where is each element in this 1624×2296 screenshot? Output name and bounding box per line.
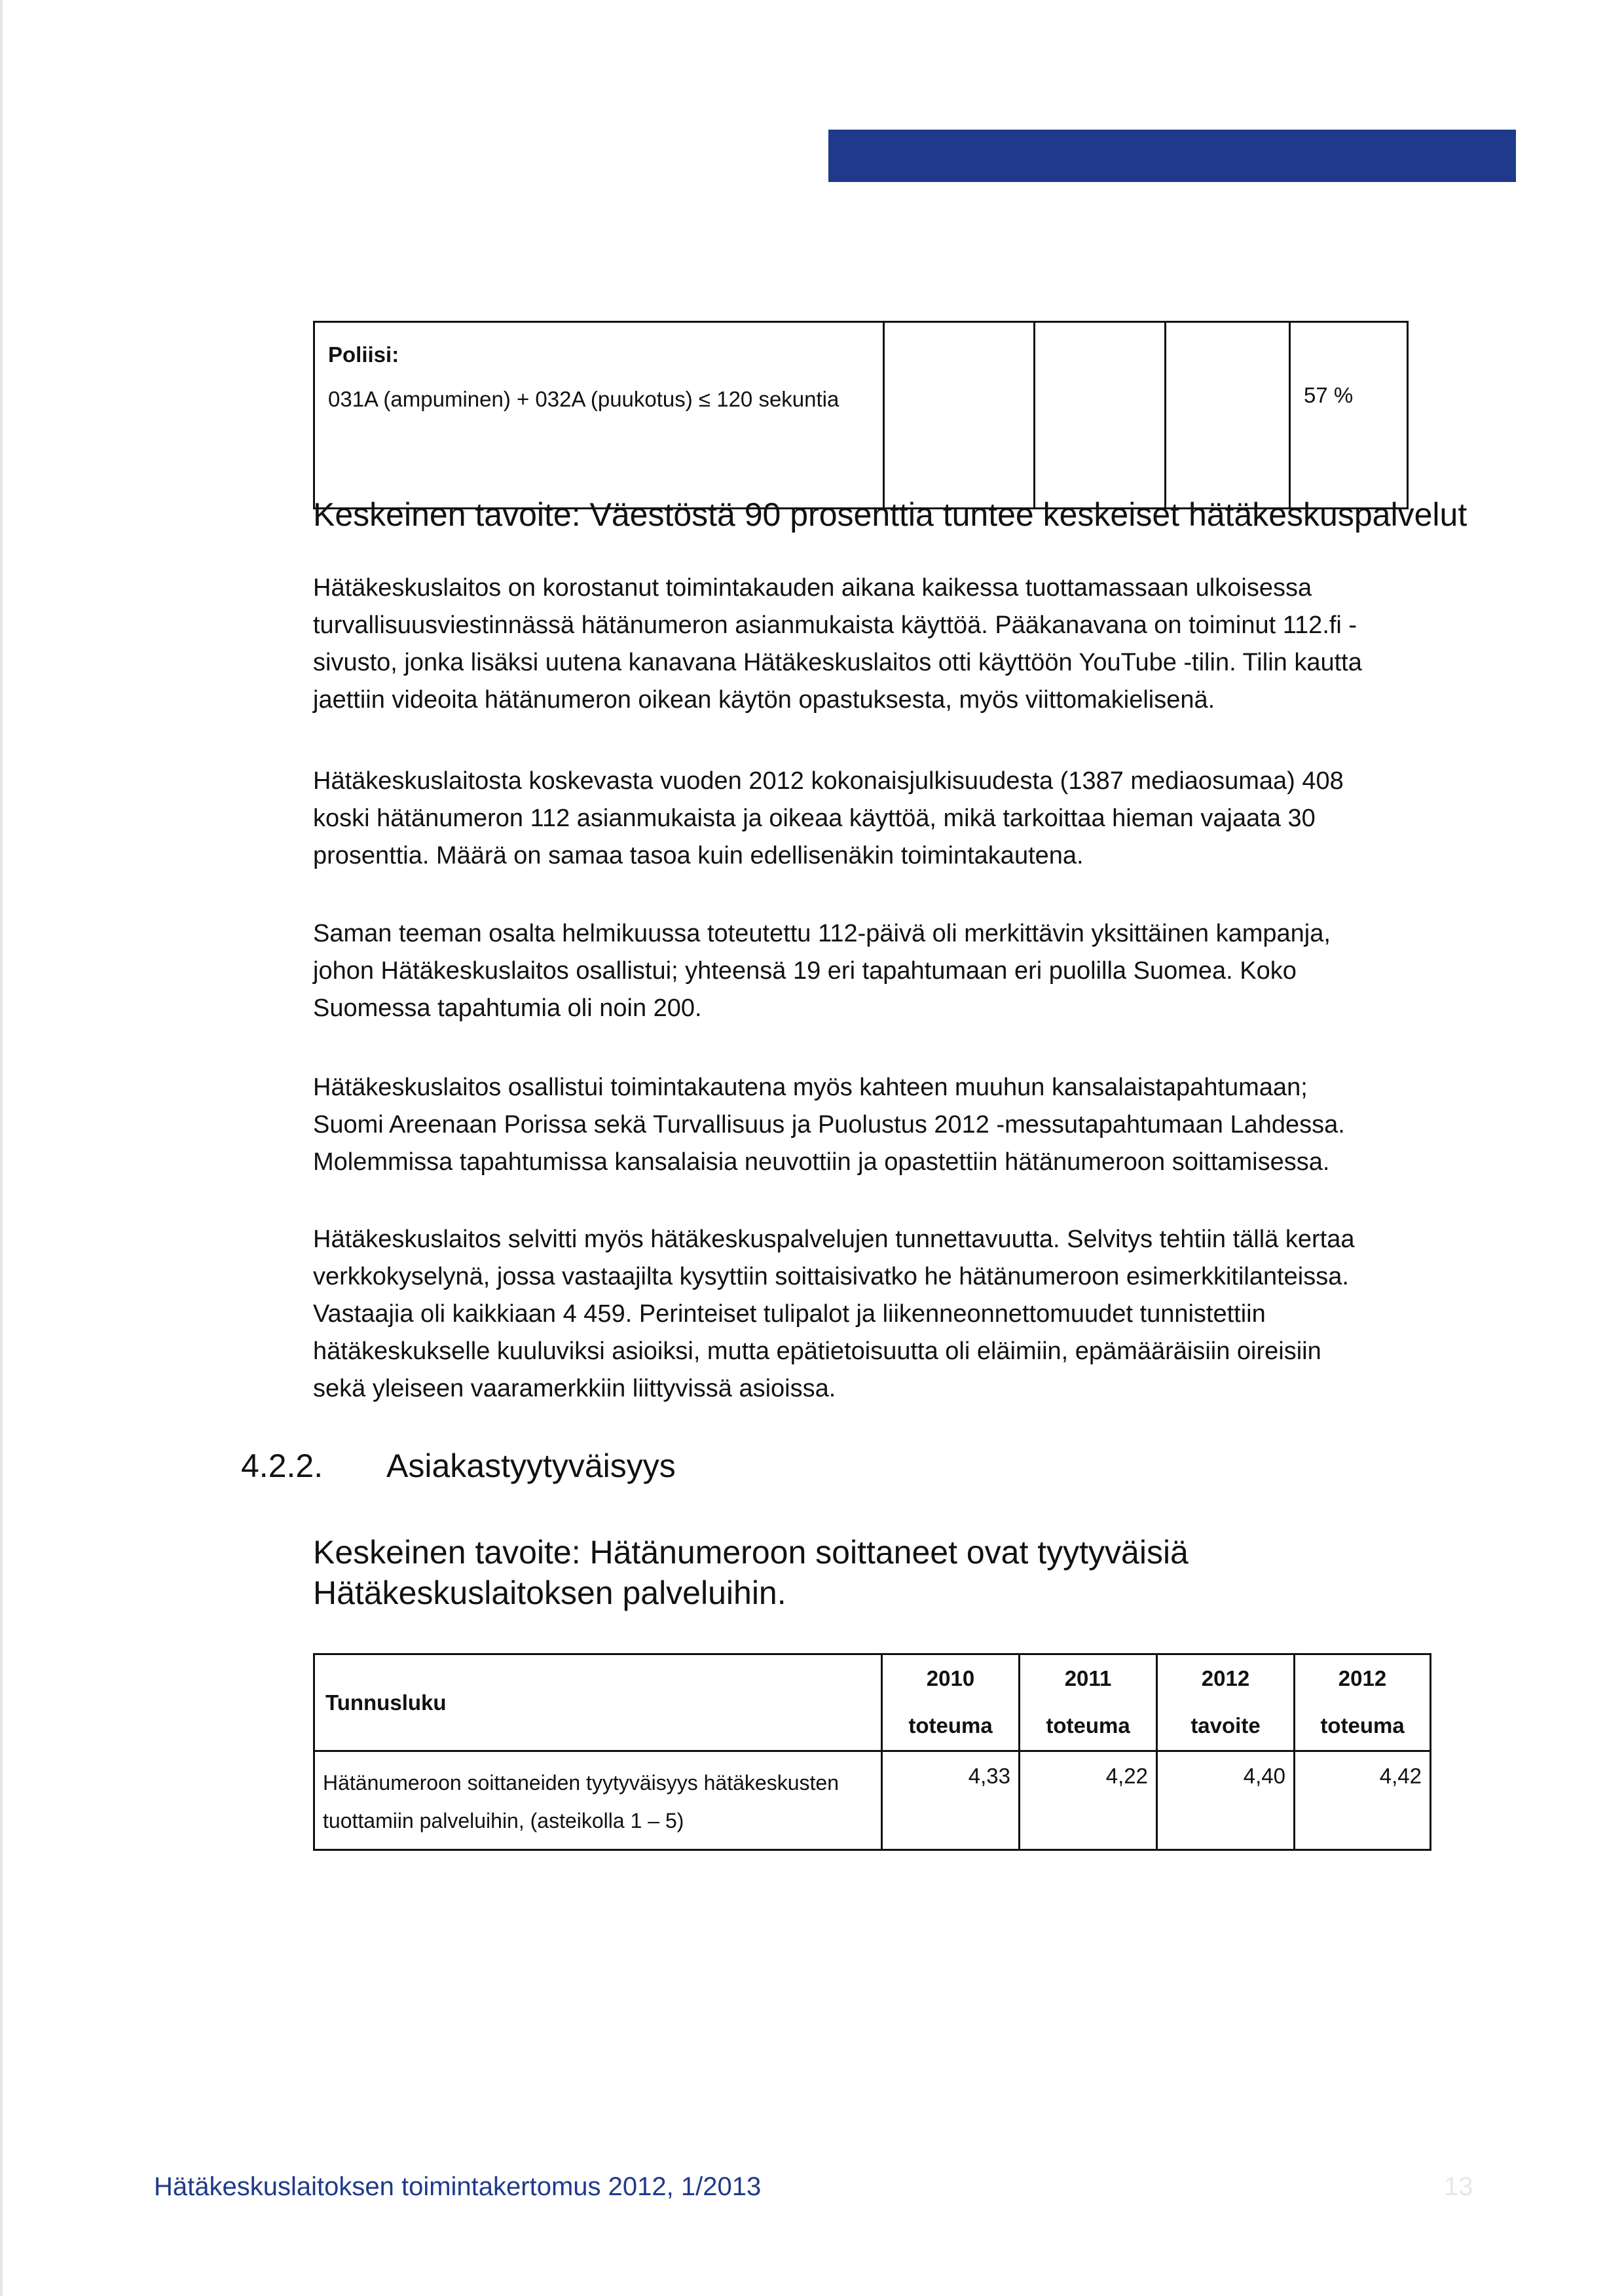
table-cell: 4,22 [1020,1751,1157,1850]
page-number: 13 [1444,2172,1473,2201]
paragraph: Hätäkeskuslaitos on korostanut toimintakauden aikana kaikessa tuottamassaan ulkoisessa turvallisuusviestinnässä hätänumeron asianmukaista käyttöä. Pääkanavana on toiminut 112.fi - sivusto, jonka lisäksi uutena kanavana Hätäkeskuslaitos otti käyttöön YouTube -tilin. Tilin kautta jaettiin videoita hätänumeron oikean käytön opastuksesta, myös viittomakielisenä. [313,574,1362,714]
table-cell: 4,42 [1295,1751,1431,1850]
column-header: 2012 tavoite [1157,1654,1295,1751]
goal-heading: Keskeinen tavoite: Hätänumeroon soittaneet ovat tyytyväisiä Hätäkeskuslaitoksen palveluihin. [313,1534,1189,1611]
header-color-bar [828,130,1516,182]
paragraph: Hätäkeskuslaitos selvitti myös hätäkeskuspalvelujen tunnettavuutta. Selvitys tehtiin tällä kertaa verkkokyselynä, jossa vastaajilta kysyttiin soittaisivatko he hätänumeroon esimerkkitilanteissa. Vastaajia oli kaikkiaan 4 459. Perinteiset tulipalot ja liikenneonnettomuudet tunnistettiin hätäkeskukselle kuuluviksi asioiksi, mutta epätietoisuutta oli eläimiin, epämääräisiin oireisiin sekä yleiseen vaaramerkkiin liittyvissä asioissa. [313,1226,1355,1402]
paragraph: Saman teeman osalta helmikuussa toteutettu 112-päivä oli merkittävin yksittäinen kampanja, johon Hätäkeskuslaitos osallistui; yhteensä 19 eri tapahtumaan eri puolilla Suomea. Koko Suomessa tapahtumia oli noin 200. [313,920,1331,1022]
column-header: Tunnusluku [314,1654,882,1751]
column-header: 2010 toteuma [882,1654,1020,1751]
table-row [314,322,1408,509]
table-cell: 4,40 [1157,1751,1295,1850]
table-cell [884,322,1035,509]
section-number: 4.2.2. [241,1448,323,1484]
page-edge [0,0,3,2296]
table-header-row [314,1654,1431,1751]
table-cell [314,322,884,509]
table-cell: 4,33 [882,1751,1020,1850]
goal-heading: Keskeinen tavoite: Väestöstä 90 prosenttia tuntee keskeiset hätäkeskuspalvelut [313,496,1467,533]
paragraph: Hätäkeskuslaitos osallistui toimintakautena myös kahteen muuhun kansalaistapahtumaan; Suomi Areenaan Porissa sekä Turvallisuus ja Puolustus 2012 -messutapahtumaan Lahdessa. Molemmissa tapahtumissa kansalaisia neuvottiin ja opastettiin hätänumeroon soittamisessa. [313,1074,1345,1176]
footer-title: Hätäkeskuslaitoksen toimintakertomus 2012, 1/2013 [154,2172,762,2201]
table-row-label: Poliisi: [328,342,399,367]
column-header: 2012 toteuma [1295,1654,1431,1751]
table-cell [1035,322,1166,509]
row-label: Hätänumeroon soittaneiden tyytyväisyys hätäkeskusten tuottamiin palveluihin, (asteikolla 1 – 5) [314,1751,882,1850]
section-title: Asiakastyytyväisyys [386,1448,676,1484]
paragraph: Hätäkeskuslaitosta koskevasta vuoden 2012 kokonaisjulkisuudesta (1387 mediaosumaa) 408 koski hätänumeron 112 asianmukaista ja oikeaa käyttöä, mikä tarkoittaa hieman vajaata 30 prosenttia. Määrä on samaa tasoa kuin edellisenäkin toimintakautena. [313,767,1344,869]
table-cell [1166,322,1290,509]
police-response-table [313,321,1409,509]
table-value: 57 % [1290,322,1408,509]
section-heading [241,1447,676,1485]
kpi-table [313,1653,1431,1851]
table-row [314,1751,1431,1850]
table-row-text: 031A (ampuminen) + 032A (puukotus) ≤ 120 sekuntia [328,387,840,411]
column-header: 2011 toteuma [1020,1654,1157,1751]
